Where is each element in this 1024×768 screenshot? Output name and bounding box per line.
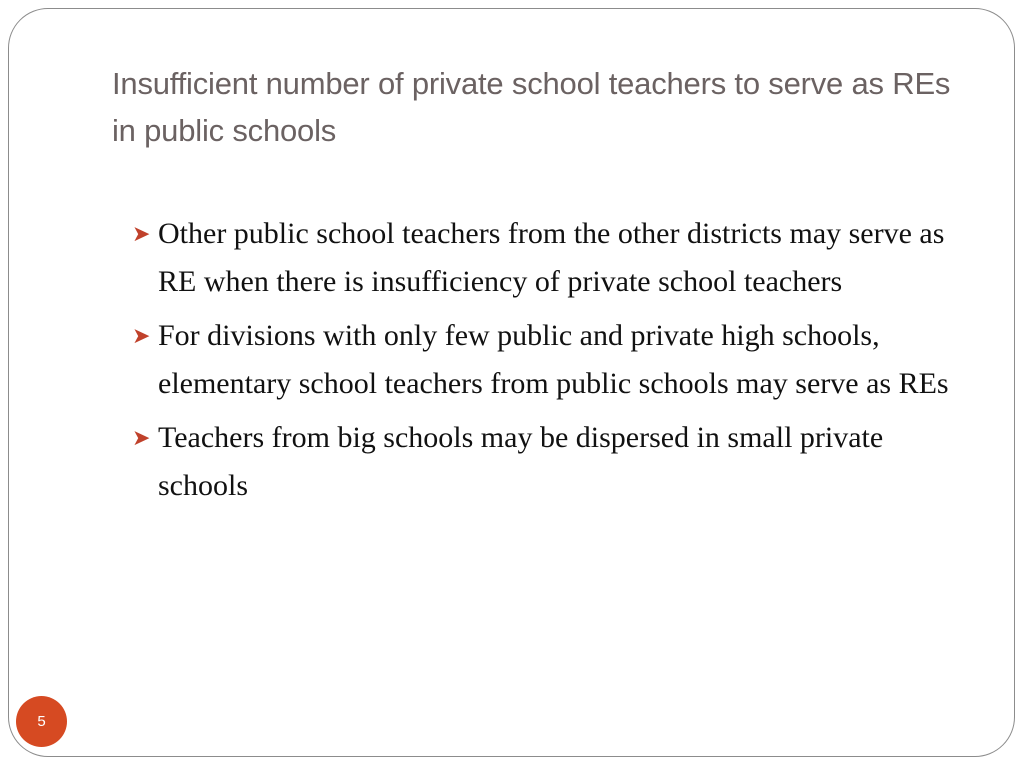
bullet-text: Teachers from big schools may be dispersed in small private schools (158, 421, 884, 502)
bullet-text: For divisions with only few public and private high schools, elementary school teachers from public schools may serve as REs (158, 319, 949, 400)
arrowhead-right-icon: ➤ (132, 323, 151, 348)
page-number-badge (16, 696, 67, 747)
page-number: 5 (37, 713, 46, 730)
bullet-item (132, 210, 972, 306)
arrowhead-right-icon: ➤ (132, 221, 151, 246)
slide-title: Insufficient number of private school teachers to serve as REs in public schools (112, 66, 951, 148)
arrowhead-right-icon: ➤ (132, 425, 151, 450)
bullet-list (132, 210, 972, 516)
bullet-item (132, 414, 972, 510)
bullet-text: Other public school teachers from the other districts may serve as RE when there is insufficiency of private school teachers (158, 217, 945, 298)
bullet-item (132, 312, 972, 408)
